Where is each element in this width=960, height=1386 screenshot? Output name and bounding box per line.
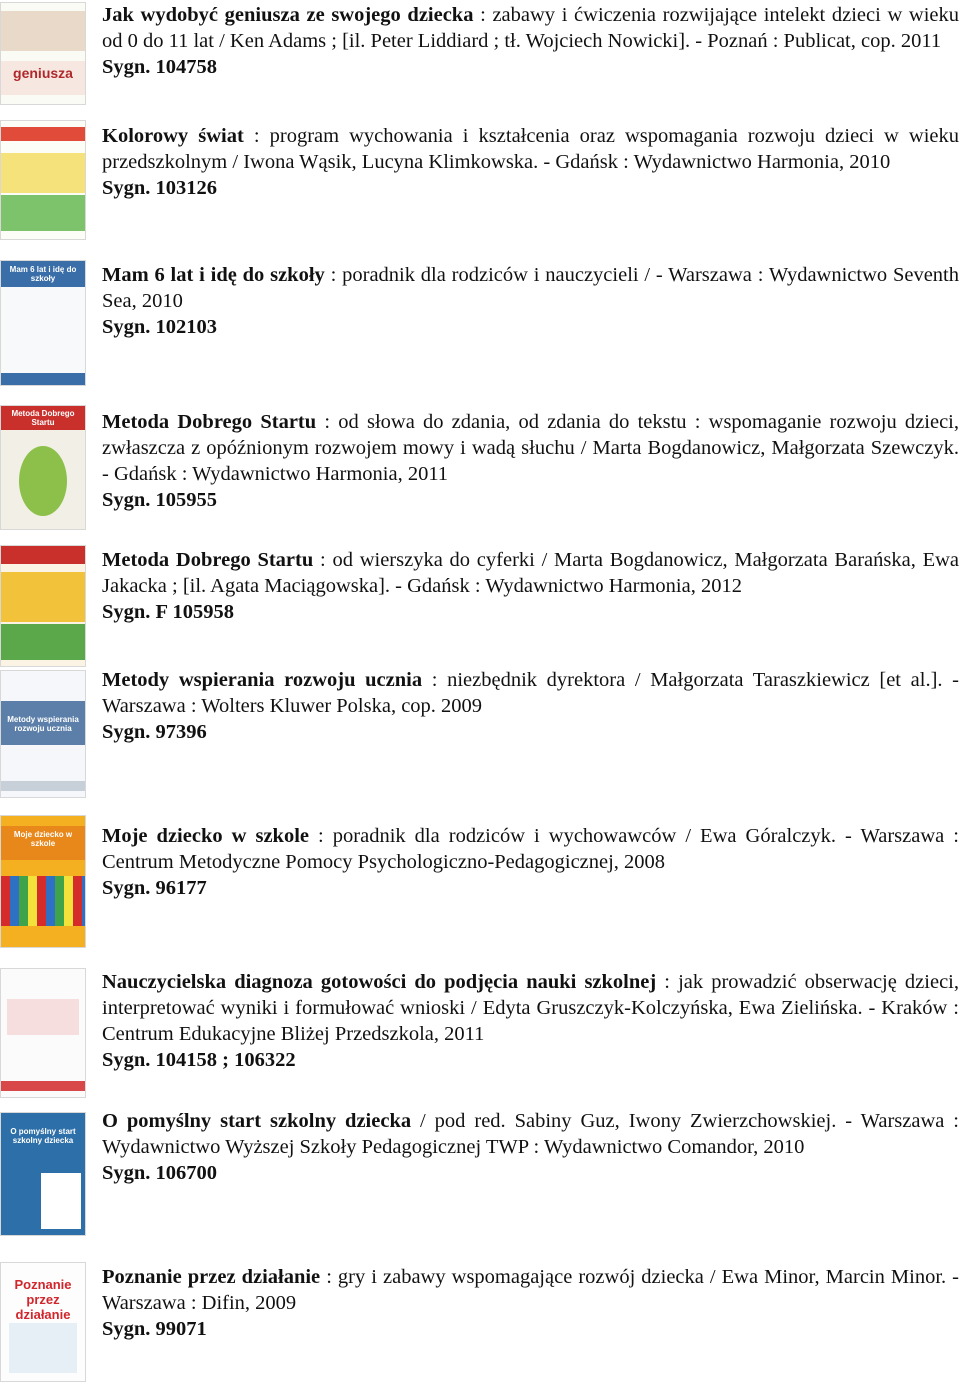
call-number: Sygn. 104758: [102, 56, 218, 78]
book-cover-image: [0, 670, 86, 798]
entry-details: : gry i zabawy wspomagające rozwój dziecka / Ewa Minor, Marcin Minor. - Warszawa : Difin, 2009: [102, 1266, 959, 1314]
entry-description: [102, 409, 959, 513]
entry-title: Jak wydobyć geniusza ze swojego dziecka: [102, 4, 474, 26]
entry-title: Poznanie przez działanie: [102, 1266, 321, 1288]
call-number: Sygn. 104158 ; 106322: [102, 1049, 296, 1071]
entry-title: Metoda Dobrego Startu: [102, 411, 317, 433]
cover-title: O pomyślny start szkolny dziecka: [10, 1127, 76, 1145]
entry-description: [102, 123, 959, 201]
entry-details: : poradnik dla rodziców i nauczycieli / - Warszawa : Wydawnictwo Seventh Sea, 2010: [102, 264, 959, 312]
cover-title: Moje dziecko w szkole: [13, 830, 73, 848]
call-number: Sygn. 106700: [102, 1162, 218, 1184]
entry-details: : program wychowania i kształcenia oraz wspomagania rozwoju dzieci w wieku przedszkolnym / Iwona Wąsik, Lucyna Klimkowska. - Gdańsk : Wydawnictwo Harmonia, 2010: [102, 125, 959, 173]
entry-description: [102, 547, 959, 625]
entry-details: : zabawy i ćwiczenia rozwijające intelekt dzieci w wieku od 0 do 11 lat / Ken Adams ; [il. Peter Liddiard ; tł. Wojciech Nowicki]. - Poznań : Publicat, cop. 2011: [102, 4, 959, 52]
entry-details: : od wierszyka do cyferki / Marta Bogdanowicz, Małgorzata Barańska, Ewa Jakacka ; [il. Agata Maciągowska]. - Gdańsk : Wydawnictwo Harmonia, 2012: [102, 549, 959, 597]
call-number: Sygn. F 105958: [102, 601, 234, 623]
call-number: Sygn. 99071: [102, 1318, 207, 1340]
call-number: Sygn. 96177: [102, 877, 207, 899]
entry-details: : poradnik dla rodziców i wychowawców / Ewa Góralczyk. - Warszawa : Centrum Metodyczne Pomocy Psychologiczno-Pedagogicznej, 2008: [102, 825, 959, 873]
entry-description: [102, 823, 959, 901]
book-cover-image: [0, 545, 86, 667]
entry-title: O pomyślny start szkolny dziecka: [102, 1110, 412, 1132]
call-number: Sygn. 97396: [102, 721, 207, 743]
book-cover-image: [0, 120, 86, 240]
cover-title: Poznanie przez działanie: [14, 1277, 72, 1322]
entry-description: [102, 1108, 959, 1186]
entry-details: : niezbędnik dyrektora / Małgorzata Taraszkiewicz [et al.]. - Warszawa : Wolters Kluwer Polska, cop. 2009: [102, 669, 959, 717]
entry-title: Kolorowy świat: [102, 125, 244, 147]
cover-title: Metoda Dobrego Startu: [11, 409, 75, 427]
entry-details: : od słowa do zdania, od zdania do tekstu : wspomaganie rozwoju dzieci, zwłaszcza z opóźnionym rozwojem mowy i wadą słuchu / Marta Bogdanowicz, Małgorzata Szewczyk. - Gdańsk : Wydawnictwo Harmonia, 2011: [102, 411, 959, 485]
entry-description: [102, 1264, 959, 1342]
entry-title: Metody wspierania rozwoju ucznia: [102, 669, 423, 691]
entry-title: Nauczycielska diagnoza gotowości do podjęcia nauki szkolnej: [102, 971, 657, 993]
entry-description: [102, 262, 959, 340]
entry-details: : jak prowadzić obserwację dzieci, interpretować wyniki i formułować wnioski / Edyta Gruszczyk-Kolczyńska, Ewa Zielińska. - Kraków : Centrum Edukacyjne Bliżej Przedszkola, 2011: [102, 971, 959, 1045]
call-number: Sygn. 103126: [102, 177, 218, 199]
book-cover-image: [0, 260, 86, 386]
book-cover-image: [0, 405, 86, 530]
entry-description: [102, 2, 959, 80]
entry-title: Moje dziecko w szkole: [102, 825, 309, 847]
book-cover-image: [0, 2, 86, 105]
entry-details: / pod red. Sabiny Guz, Iwony Zwierzchowskiej. - Warszawa : Wydawnictwo Wyższej Szkoły Pedagogicznej TWP : Wydawnictwo Comandor, 2010: [102, 1110, 959, 1158]
entry-description: [102, 667, 959, 745]
book-cover-image: [0, 1112, 86, 1236]
book-cover-image: [0, 815, 86, 948]
call-number: Sygn. 102103: [102, 316, 218, 338]
call-number: Sygn. 105955: [102, 489, 218, 511]
entry-title: Mam 6 lat i idę do szkoły: [102, 264, 325, 286]
cover-title: Mam 6 lat i idę do szkoły: [9, 265, 77, 283]
book-cover-image: [0, 968, 86, 1098]
book-cover-image: [0, 1262, 86, 1382]
cover-title: Metody wspierania rozwoju ucznia: [7, 715, 79, 733]
entry-description: [102, 969, 959, 1073]
cover-title: geniusza: [13, 65, 73, 81]
entry-title: Metoda Dobrego Startu: [102, 549, 314, 571]
